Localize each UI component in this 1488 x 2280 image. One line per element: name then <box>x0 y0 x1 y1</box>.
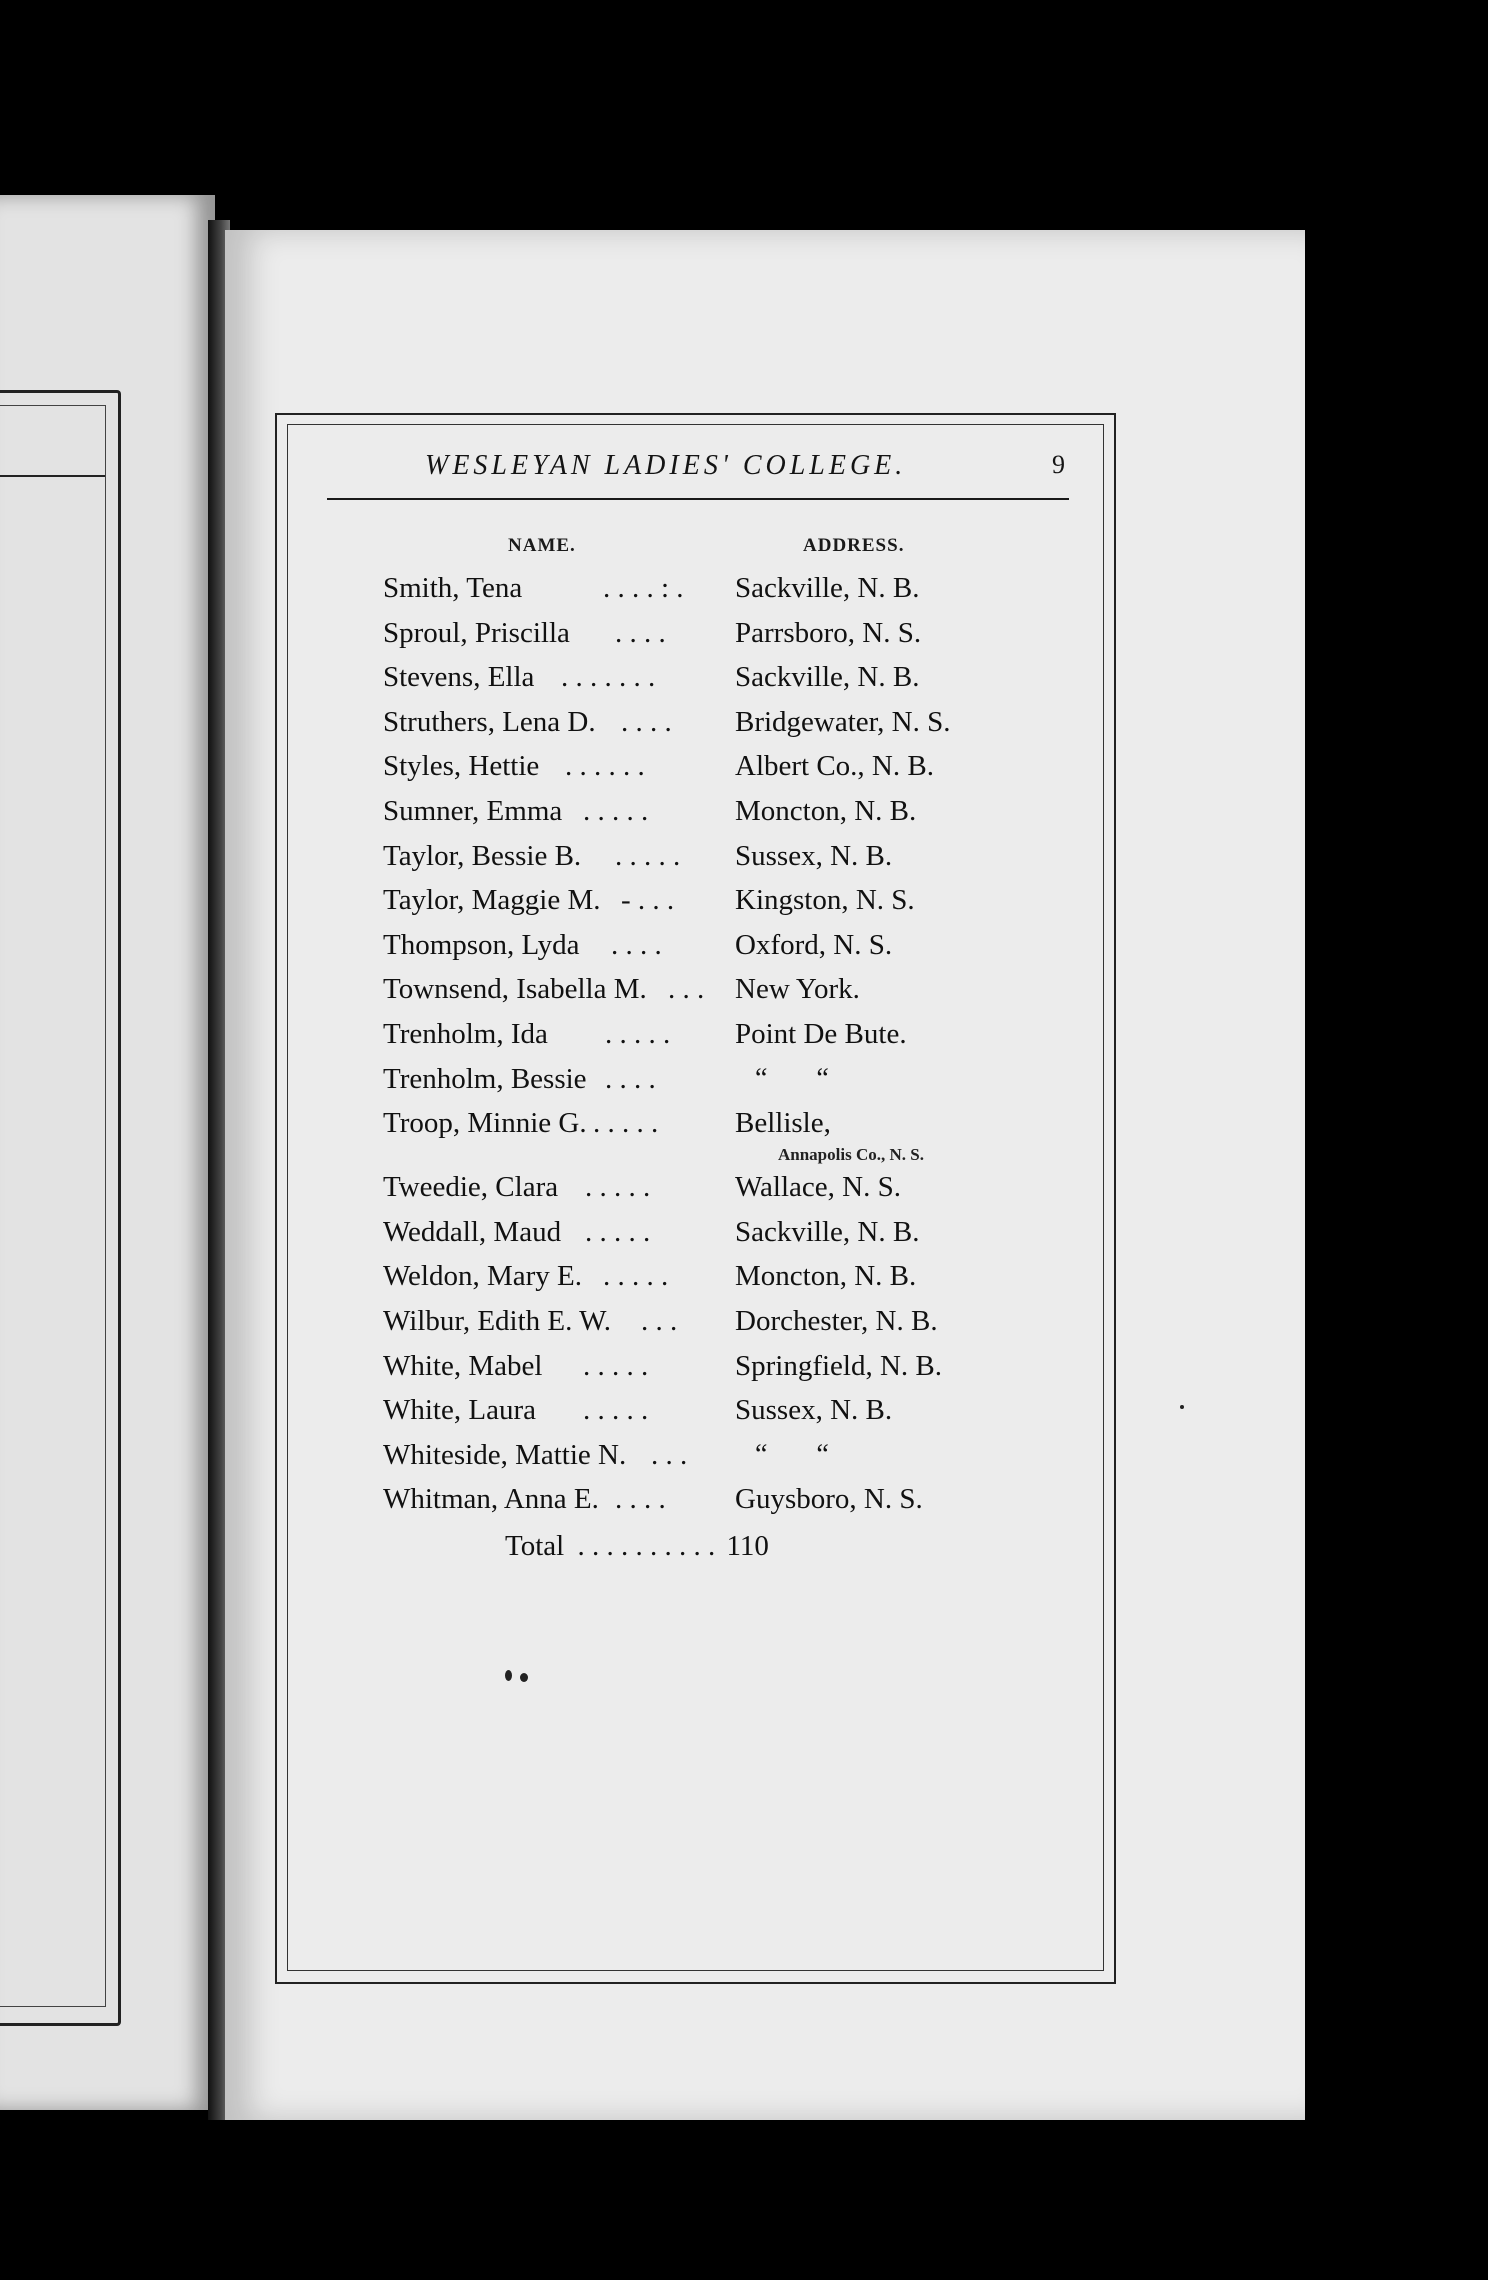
student-name: Townsend, Isabella M. <box>383 973 647 1006</box>
student-address: New York. <box>735 973 860 1006</box>
student-name: Whiteside, Mattie N. <box>383 1438 627 1471</box>
student-name: Stevens, Ella <box>383 661 535 694</box>
leader-dots: . . . . . <box>583 1394 649 1427</box>
running-header <box>325 442 1095 492</box>
student-name: White, Mabel <box>383 1349 543 1382</box>
leader-dots: . . . <box>668 973 705 1006</box>
roster-row <box>383 702 1083 747</box>
student-roster <box>383 568 1083 1524</box>
leader-dots: . . . <box>641 1304 678 1337</box>
page <box>225 230 1305 2120</box>
student-name: Trenholm, Ida <box>383 1017 548 1050</box>
leader-dots: - . . . <box>621 884 675 917</box>
student-name: Troop, Minnie G. <box>383 1107 587 1140</box>
student-name: Wilbur, Edith E. W. <box>383 1304 612 1337</box>
roster-row <box>383 1059 1083 1104</box>
student-name: Sproul, Priscilla <box>383 616 570 649</box>
student-address: Sussex, N. B. <box>735 1394 893 1427</box>
leader-dots: . . . . . <box>593 1107 659 1140</box>
total-dots: . . . . . . . . . . <box>577 1530 716 1562</box>
student-address: Kingston, N. S. <box>735 884 915 917</box>
roster-row <box>383 1390 1083 1435</box>
roster-row <box>383 1014 1083 1059</box>
student-address: Wallace, N. S. <box>735 1171 901 1204</box>
roster-row <box>383 657 1083 702</box>
student-address: Bellisle, <box>735 1107 831 1140</box>
leader-dots: . . . . <box>605 1062 656 1095</box>
roster-row <box>383 880 1083 925</box>
total-value: 110 <box>726 1530 769 1562</box>
leader-dots: . . . . <box>621 705 672 738</box>
student-address: Springfield, N. B. <box>735 1349 943 1382</box>
student-address: Guysboro, N. S. <box>735 1483 923 1516</box>
scan-speck <box>505 1670 512 1681</box>
header-rule <box>327 498 1069 500</box>
student-name: Whitman, Anna E. <box>383 1483 599 1516</box>
scan-speck <box>520 1673 528 1682</box>
student-name: Taylor, Bessie B. <box>383 839 582 872</box>
roster-row <box>383 1212 1083 1257</box>
student-name: Smith, Tena <box>383 572 523 604</box>
student-name: Taylor, Maggie M. <box>383 884 601 917</box>
roster-row <box>383 1346 1083 1391</box>
student-name: Tweedie, Clara <box>383 1171 559 1204</box>
roster-row <box>383 1256 1083 1301</box>
student-address: Albert Co., N. B. <box>735 750 934 783</box>
student-address: Sackville, N. B. <box>735 1215 920 1248</box>
student-address: Sackville, N. B. <box>735 661 920 694</box>
leader-dots: . . . . <box>615 616 666 649</box>
student-address: Point De Bute. <box>735 1017 907 1050</box>
student-address: Dorchester, N. B. <box>735 1304 938 1337</box>
roster-row <box>383 969 1083 1014</box>
facing-page-rule <box>0 475 105 477</box>
student-address: Sussex, N. B. <box>735 839 893 872</box>
roster-row <box>383 1479 1083 1524</box>
student-name: Trenholm, Bessie <box>383 1062 587 1095</box>
roster-row <box>383 1103 1083 1167</box>
roster-row <box>383 836 1083 881</box>
column-header-name: NAME. <box>508 535 576 556</box>
leader-dots: . . . . . . . <box>561 661 656 694</box>
column-header-address: ADDRESS. <box>803 535 905 556</box>
student-address: Oxford, N. S. <box>735 928 893 961</box>
leader-dots: . . . . <box>615 1483 666 1516</box>
leader-dots: . . . . . . <box>565 750 645 783</box>
leader-dots: . . . . . <box>585 1171 651 1204</box>
student-name: Thompson, Lyda <box>383 928 580 961</box>
student-address: Parrsboro, N. S. <box>735 616 922 649</box>
student-address: Moncton, N. B. <box>735 1260 917 1293</box>
total-label: Total <box>505 1530 565 1562</box>
leader-dots: . . . . . <box>583 794 649 827</box>
student-address: Bridgewater, N. S. <box>735 705 951 738</box>
ditto-marks: “ “ <box>755 1438 829 1470</box>
roster-row <box>383 613 1083 658</box>
leader-dots: . . . <box>651 1438 688 1471</box>
leader-dots: . . . . . <box>585 1215 651 1248</box>
leader-dots: . . . . . <box>605 1017 671 1050</box>
roster-row <box>383 746 1083 791</box>
student-name: Styles, Hettie <box>383 750 540 783</box>
student-name: Weldon, Mary E. <box>383 1260 583 1293</box>
leader-dots: . . . . <box>611 928 662 961</box>
roster-row <box>383 925 1083 970</box>
facing-page-inner-border <box>0 405 106 2007</box>
roster-row <box>383 568 1083 613</box>
roster-row <box>383 1435 1083 1480</box>
leader-dots: . . . . . <box>603 1260 669 1293</box>
student-name: Weddall, Maud <box>383 1215 562 1248</box>
leader-dots: . . . . . <box>615 839 681 872</box>
total-row <box>505 1530 769 1563</box>
student-name: White, Laura <box>383 1394 536 1427</box>
roster-row <box>383 791 1083 836</box>
page-number: 9 <box>1052 450 1065 479</box>
student-address: Sackville, N. B. <box>735 572 920 604</box>
roster-row <box>383 1301 1083 1346</box>
student-address: Moncton, N. B. <box>735 794 917 827</box>
running-title: WESLEYAN LADIES' COLLEGE. <box>425 450 907 481</box>
ditto-marks: “ “ <box>755 1062 829 1094</box>
scan-speck <box>1180 1405 1184 1409</box>
student-name: Sumner, Emma <box>383 794 563 827</box>
roster-row <box>383 1167 1083 1212</box>
leader-dots: . . . . . <box>583 1349 649 1382</box>
student-address-detail: Annapolis Co., N. S. <box>778 1145 924 1165</box>
student-name: Struthers, Lena D. <box>383 705 596 738</box>
facing-page-left <box>0 195 215 2110</box>
leader-dots: . . . . : . <box>603 572 684 604</box>
